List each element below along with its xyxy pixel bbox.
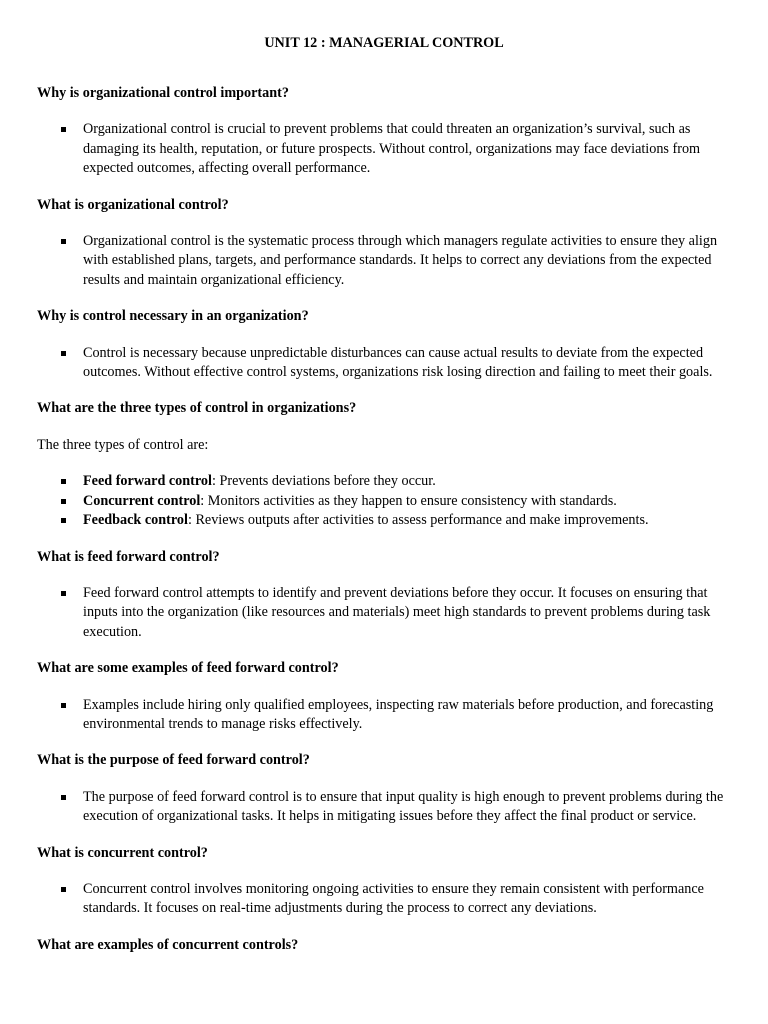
control-type-desc: : Prevents deviations before they occur. [211,473,436,490]
page-title: UNIT 12 : MANAGERIAL CONTROL [264,35,504,51]
bullet-list [37,788,737,827]
section-heading: What is the purpose of feed forward control? [37,752,310,769]
control-type-term: Concurrent control [83,492,201,509]
bullet-item: Organizational control is crucial to prevent problems that could threaten an organization’s survival, such as damaging its health, reputation, or future prospects. Without control, organizations may face deviations from expected outcomes, affecting overall performance. [37,120,737,178]
section-heading: What are the three types of control in organizations? [37,400,357,417]
section-heading: What is feed forward control? [37,548,220,565]
control-type-desc: : Reviews outputs after activities to assess performance and make improvements. [187,512,649,529]
bullet-item: Organizational control is the systematic process through which managers regulate activities to ensure they align with established plans, targets, and performance standards. It helps to correct any deviations from the expected results and maintain organizational efficiency. [37,232,737,290]
bullet-item: The purpose of feed forward control is to ensure that input quality is high enough to prevent problems during the execution of organizational tasks. It helps in mitigating issues before they affect the final product or service. [37,788,737,827]
section-heading: What is organizational control? [37,196,229,213]
section-heading: What is concurrent control? [37,844,208,861]
document-body [37,84,737,972]
control-type-desc: : Monitors activities as they happen to ensure consistency with standards. [200,492,617,509]
bullet-list [37,344,737,383]
section-heading: Why is control necessary in an organization? [37,308,309,325]
intro-paragraph: The three types of control are: [37,436,209,453]
control-type-item [37,492,737,511]
bullet-list [37,120,737,178]
bullet-list [37,584,737,642]
bullet-list [37,880,737,919]
bullet-list [37,696,737,735]
bullet-item: Examples include hiring only qualified employees, inspecting raw materials before production, and forecasting environmental trends to manage risks effectively. [37,696,737,735]
bullet-item: Control is necessary because unpredictable disturbances can cause actual results to deviate from the expected outcomes. Without effective control systems, organizations risk losing direction and failing to meet their goals. [37,344,737,383]
section-heading: What are examples of concurrent controls? [37,936,299,953]
control-type-item [37,472,737,491]
control-type-item [37,511,737,530]
section-heading: Why is organizational control important? [37,85,289,101]
bullet-item: Concurrent control involves monitoring ongoing activities to ensure they remain consistent with performance standards. It focuses on real-time adjustments during the process to correct any deviations. [37,880,737,919]
bullet-item: Feed forward control attempts to identify and prevent deviations before they occur. It focuses on ensuring that inputs into the organization (like resources and materials) meet high standards to prevent problems during task execution. [37,584,737,642]
section-heading: What are some examples of feed forward control? [37,660,339,677]
control-type-term: Feed forward control [83,473,212,490]
control-types-list [37,472,737,530]
bullet-list [37,232,737,290]
control-type-term: Feedback control [83,512,188,529]
